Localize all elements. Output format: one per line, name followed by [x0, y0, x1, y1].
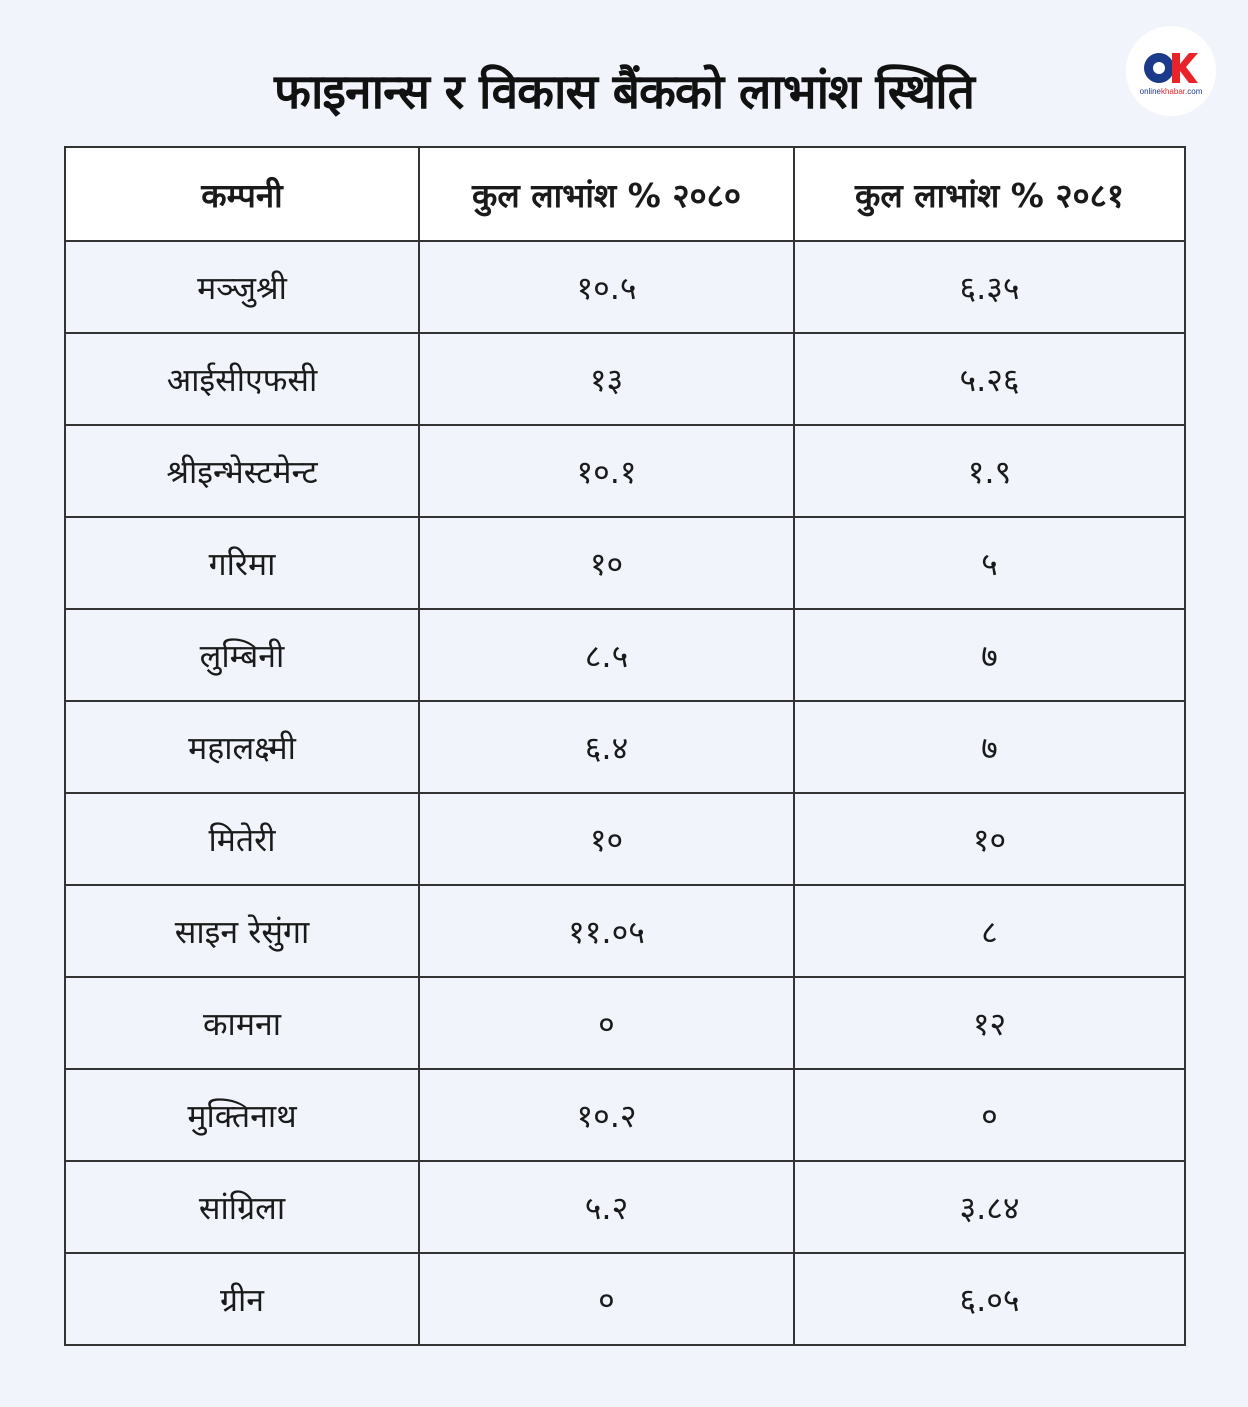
table-row — [65, 701, 1185, 793]
page-title: फाइनान्स र विकास बैंकको लाभांश स्थिति — [273, 64, 974, 120]
dividend-2081-cell: ६.०५ — [794, 1253, 1185, 1345]
company-cell: मितेरी — [65, 793, 419, 885]
company-cell: साइन रेसुंगा — [65, 885, 419, 977]
dividend-2080-cell: ८.५ — [419, 609, 794, 701]
dividend-2080-cell: ६.४ — [419, 701, 794, 793]
table-row — [65, 885, 1185, 977]
dividend-2080-cell: १० — [419, 517, 794, 609]
dividend-2080-cell: १०.२ — [419, 1069, 794, 1161]
table-row — [65, 517, 1185, 609]
company-cell: ग्रीन — [65, 1253, 419, 1345]
ok-logo-icon — [1126, 26, 1216, 116]
dividend-2081-cell: १० — [794, 793, 1185, 885]
dividend-2080-cell: १० — [419, 793, 794, 885]
company-cell: मञ्जुश्री — [65, 241, 419, 333]
company-cell: गरिमा — [65, 517, 419, 609]
dividend-2081-cell: ७ — [794, 701, 1185, 793]
column-header-dividend-2081: कुल लाभांश % २०८१ — [794, 147, 1185, 241]
table-row — [65, 977, 1185, 1069]
table-row — [65, 1069, 1185, 1161]
table-header-row — [65, 147, 1185, 241]
table-row — [65, 793, 1185, 885]
dividend-2081-cell: ० — [794, 1069, 1185, 1161]
table-row — [65, 333, 1185, 425]
onlinekhabar-logo — [1126, 26, 1216, 116]
dividend-2080-cell: ० — [419, 977, 794, 1069]
dividend-2080-cell: १०.५ — [419, 241, 794, 333]
dividend-table — [64, 146, 1186, 1346]
dividend-2081-cell: ६.३५ — [794, 241, 1185, 333]
table-row — [65, 241, 1185, 333]
dividend-2081-cell: ७ — [794, 609, 1185, 701]
company-cell: श्रीइन्भेस्टमेन्ट — [65, 425, 419, 517]
column-header-dividend-2080: कुल लाभांश % २०८० — [419, 147, 794, 241]
dividend-2080-cell: ११.०५ — [419, 885, 794, 977]
dividend-2081-cell: ५.२६ — [794, 333, 1185, 425]
dividend-2081-cell: ८ — [794, 885, 1185, 977]
table-row — [65, 609, 1185, 701]
table-row — [65, 1253, 1185, 1345]
company-cell: लुम्बिनी — [65, 609, 419, 701]
company-cell: मुक्तिनाथ — [65, 1069, 419, 1161]
table-row — [65, 1161, 1185, 1253]
dividend-2081-cell: १२ — [794, 977, 1185, 1069]
dividend-2081-cell: ३.८४ — [794, 1161, 1185, 1253]
company-cell: महालक्ष्मी — [65, 701, 419, 793]
company-cell: कामना — [65, 977, 419, 1069]
company-cell: सांग्रिला — [65, 1161, 419, 1253]
table-row — [65, 425, 1185, 517]
dividend-2081-cell: ५ — [794, 517, 1185, 609]
logo-wordmark: onlinekhabar.com — [1139, 87, 1203, 96]
dividend-2080-cell: ५.२ — [419, 1161, 794, 1253]
dividend-2080-cell: ० — [419, 1253, 794, 1345]
dividend-2080-cell: १०.१ — [419, 425, 794, 517]
dividend-2080-cell: १३ — [419, 333, 794, 425]
dividend-2081-cell: १.९ — [794, 425, 1185, 517]
column-header-company: कम्पनी — [65, 147, 419, 241]
company-cell: आईसीएफसी — [65, 333, 419, 425]
